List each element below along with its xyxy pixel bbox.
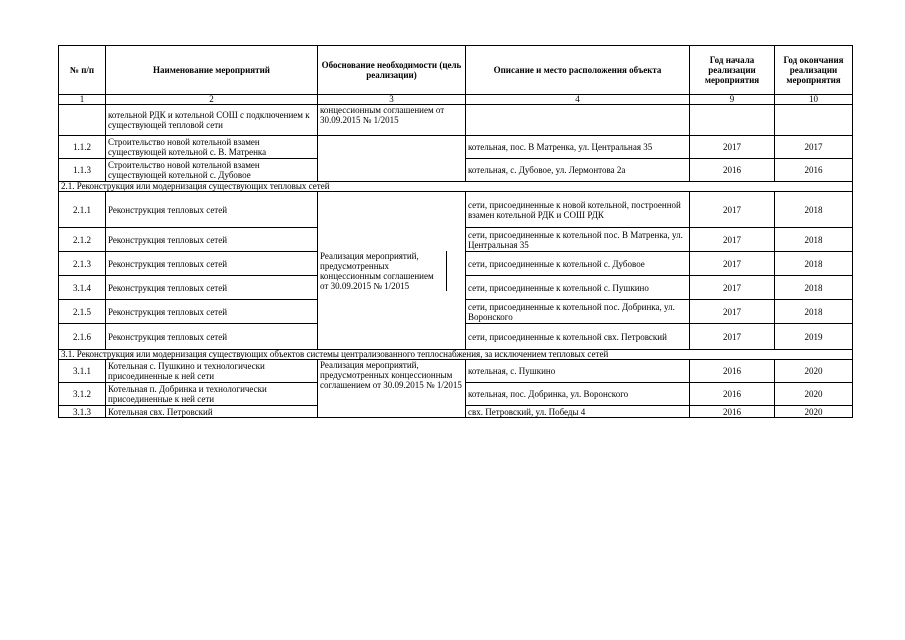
- row-basis-merged: [318, 192, 466, 350]
- column-number: 9: [690, 95, 775, 105]
- row-start-year: 2016: [690, 383, 775, 406]
- header-name: Наименование мероприятий: [106, 46, 318, 95]
- row-basis: концессионным соглашением от 30.09.2015 № 1/2015: [318, 105, 466, 136]
- row-end-year: 2019: [775, 324, 853, 350]
- column-number: 3: [318, 95, 466, 105]
- row-name: Реконструкция тепловых сетей: [106, 300, 318, 324]
- column-number: 1: [59, 95, 106, 105]
- row-number: 1.1.3: [59, 159, 106, 182]
- row-end-year: 2018: [775, 252, 853, 276]
- row-name: Строительство новой котельной взамен существующей котельной с. В. Матренка: [106, 136, 318, 159]
- row-end-year: 2020: [775, 406, 853, 418]
- row-number: 2.1.3: [59, 252, 106, 276]
- row-basis: Реализация мероприятий, предусмотренных концессионным соглашением от 30.09.2015 № 1/2015: [318, 251, 447, 291]
- row-name: Котельная с. Пушкино и технологически присоединенные к ней сети: [106, 360, 318, 383]
- row-basis-empty: [318, 136, 466, 182]
- row-number: 2.1.2: [59, 228, 106, 252]
- row-description: котельная, пос. Добринка, ул. Воронского: [466, 383, 690, 406]
- row-name: Реконструкция тепловых сетей: [106, 276, 318, 300]
- row-name: Реконструкция тепловых сетей: [106, 192, 318, 228]
- table-row: [59, 105, 853, 136]
- row-basis: Реализация мероприятий, предусмотренных концессионным соглашением от 30.09.2015 № 1/2015: [318, 360, 466, 418]
- section-title-2: 2.1. Реконструкция или модернизация существующих тепловых сетей: [59, 182, 853, 192]
- basis-spacer: [447, 251, 466, 291]
- column-number: 4: [466, 95, 690, 105]
- row-number: 1.1.2: [59, 136, 106, 159]
- table-header-row: [59, 46, 853, 95]
- header-basis: Обоснование необходимости (цель реализации): [318, 46, 466, 95]
- row-start-year: 2017: [690, 300, 775, 324]
- row-start-year: 2017: [690, 136, 775, 159]
- row-description: сети, присоединенные к котельной с. Дубовое: [466, 252, 690, 276]
- row-name: котельной РДК и котельной СОШ с подключением к существующей тепловой сети: [106, 105, 318, 136]
- row-description: свх. Петровский, ул. Победы 4: [466, 406, 690, 418]
- row-description: сети, присоединенные к котельной пос. Добринка, ул. Воронского: [466, 300, 690, 324]
- section-row: [59, 182, 853, 192]
- row-name: Строительство новой котельной взамен существующей котельной с. Дубовое: [106, 159, 318, 182]
- table-row: [59, 192, 853, 228]
- row-description: сети, присоединенные к новой котельной, построенной взамен котельной РДК и СОШ РДК: [466, 192, 690, 228]
- row-end-year: 2017: [775, 136, 853, 159]
- row-start-year: 2017: [690, 276, 775, 300]
- row-end-year: 2018: [775, 276, 853, 300]
- row-start-year: 2016: [690, 360, 775, 383]
- row-number: 3.1.1: [59, 360, 106, 383]
- row-name: Реконструкция тепловых сетей: [106, 252, 318, 276]
- row-start-year: 2016: [690, 406, 775, 418]
- row-end-year: 2016: [775, 159, 853, 182]
- row-end-year: 2018: [775, 300, 853, 324]
- column-number: 2: [106, 95, 318, 105]
- row-name: Котельная п. Добринка и технологически присоединенные к ней сети: [106, 383, 318, 406]
- row-start-year: 2017: [690, 228, 775, 252]
- basis-inner: [318, 251, 465, 291]
- row-description: котельная, с. Пушкино: [466, 360, 690, 383]
- table-row: [59, 360, 853, 383]
- row-number: 3.1.3: [59, 406, 106, 418]
- row-start-year: 2017: [690, 252, 775, 276]
- row-start-year: 2016: [690, 159, 775, 182]
- row-start-year: [690, 105, 775, 136]
- table-row: [59, 136, 853, 159]
- row-end-year: 2020: [775, 360, 853, 383]
- row-description: сети, присоединенные к котельной свх. Петровский: [466, 324, 690, 350]
- row-number: 3.1.4: [59, 276, 106, 300]
- row-end-year: 2020: [775, 383, 853, 406]
- header-number: № п/п: [59, 46, 106, 95]
- row-description: котельная, пос. В Матренка, ул. Центральная 35: [466, 136, 690, 159]
- row-name: Реконструкция тепловых сетей: [106, 324, 318, 350]
- row-number: 2.1.6: [59, 324, 106, 350]
- row-number: 2.1.1: [59, 192, 106, 228]
- header-start-year: Год начала реализации мероприятия: [690, 46, 775, 95]
- row-start-year: 2017: [690, 324, 775, 350]
- row-number: 3.1.2: [59, 383, 106, 406]
- column-number: 10: [775, 95, 853, 105]
- section-title-3: 3.1. Реконструкция или модернизация существующих объектов системы централизованного теплоснабжения, за исключением тепловых сетей: [59, 350, 853, 360]
- row-end-year: [775, 105, 853, 136]
- row-description: сети, присоединенные к котельной с. Пушкино: [466, 276, 690, 300]
- row-name: Реконструкция тепловых сетей: [106, 228, 318, 252]
- row-end-year: 2018: [775, 228, 853, 252]
- row-description: [466, 105, 690, 136]
- row-start-year: 2017: [690, 192, 775, 228]
- column-number-row: [59, 95, 853, 105]
- header-description: Описание и место расположения объекта: [466, 46, 690, 95]
- header-end-year: Год окончания реализации мероприятия: [775, 46, 853, 95]
- row-name: Котельная свх. Петровский: [106, 406, 318, 418]
- section-row: [59, 350, 853, 360]
- row-end-year: 2018: [775, 192, 853, 228]
- row-number: [59, 105, 106, 136]
- row-description: сети, присоединенные к котельной пос. В Матренка, ул. Центральная 35: [466, 228, 690, 252]
- measures-table: [58, 45, 853, 418]
- row-number: 2.1.5: [59, 300, 106, 324]
- row-description: котельная, с. Дубовое, ул. Лермонтова 2а: [466, 159, 690, 182]
